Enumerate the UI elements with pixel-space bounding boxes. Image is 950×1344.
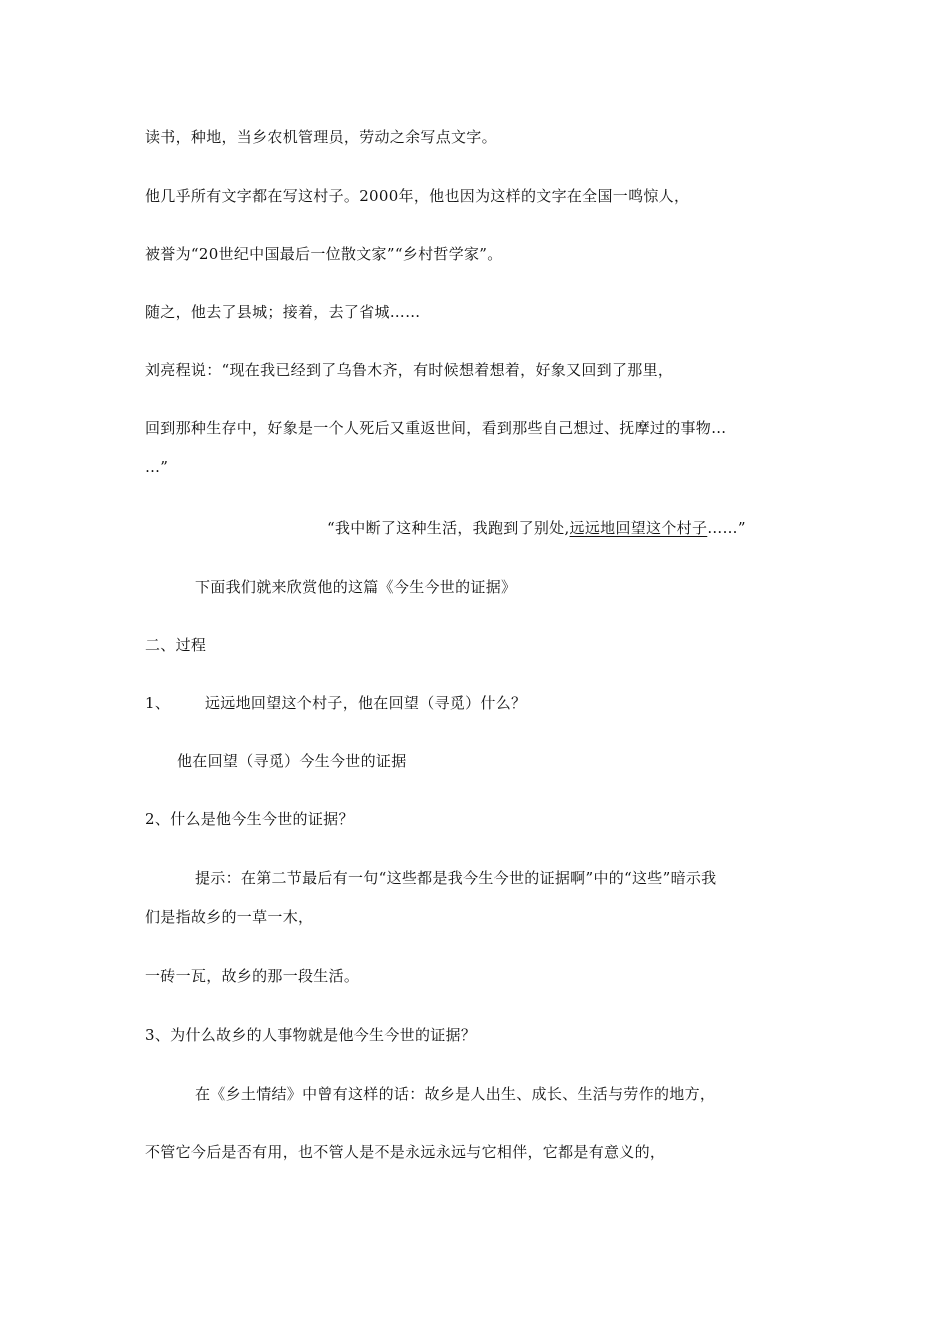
paragraph-line: 他几乎所有文字都在写这村子。2000年，他也因为这样的文字在全国一鸣惊人， [145, 187, 690, 205]
paragraph-line: …” [145, 458, 169, 476]
question-text: 2、什么是他今生今世的证据？ [145, 810, 354, 828]
paragraph-line: 读书，种地，当乡农机管理员，劳动之余写点文字。 [145, 128, 497, 146]
question-text: 远远地回望这个村子，他在回望（寻觅）什么？ [205, 694, 527, 712]
question-text: 3、为什么故乡的人事物就是他今生今世的证据？ [145, 1026, 477, 1044]
quote-suffix: ……” [707, 519, 746, 537]
paragraph-line: 回到那种生存中，好象是一个人死后又重返世间，看到那些自己想过、抚摩过的事物… [145, 419, 727, 437]
paragraph-line: 不管它今后是否有用，也不管人是不是永远永远与它相伴，它都是有意义的， [145, 1143, 666, 1161]
paragraph-line: 在《乡土情结》中曾有这样的话：故乡是人出生、成长、生活与劳作的地方， [195, 1085, 716, 1103]
paragraph-line: 刘亮程说：“现在我已经到了乌鲁木齐，有时候想着想着，好象又回到了那里， [145, 361, 674, 379]
paragraph-line: 一砖一瓦，故乡的那一段生活。 [145, 967, 360, 985]
answer-text: 他在回望（寻觅）今生今世的证据 [177, 752, 407, 770]
paragraph-line: 随之，他去了县城；接着，去了省城…… [145, 303, 421, 321]
section-heading: 二、过程 [145, 636, 207, 654]
quote-underlined-text: 远远地回望这个村子 [569, 519, 708, 537]
paragraph-line: 被誉为“20世纪中国最后一位散文家”“乡村哲学家”。 [145, 245, 503, 263]
paragraph-line: 们是指故乡的一草一木， [145, 908, 314, 926]
quote-prefix: “我中断了这种生活，我跑到了别处, [327, 519, 570, 537]
hint-text: 提示：在第二节最后有一句“这些都是我今生今世的证据啊”中的“这些”暗示我 [195, 869, 717, 887]
paragraph-line: 下面我们就来欣赏他的这篇《今生今世的证据》 [195, 578, 517, 596]
quote-line [327, 518, 746, 538]
list-number: 1、 [145, 694, 171, 712]
